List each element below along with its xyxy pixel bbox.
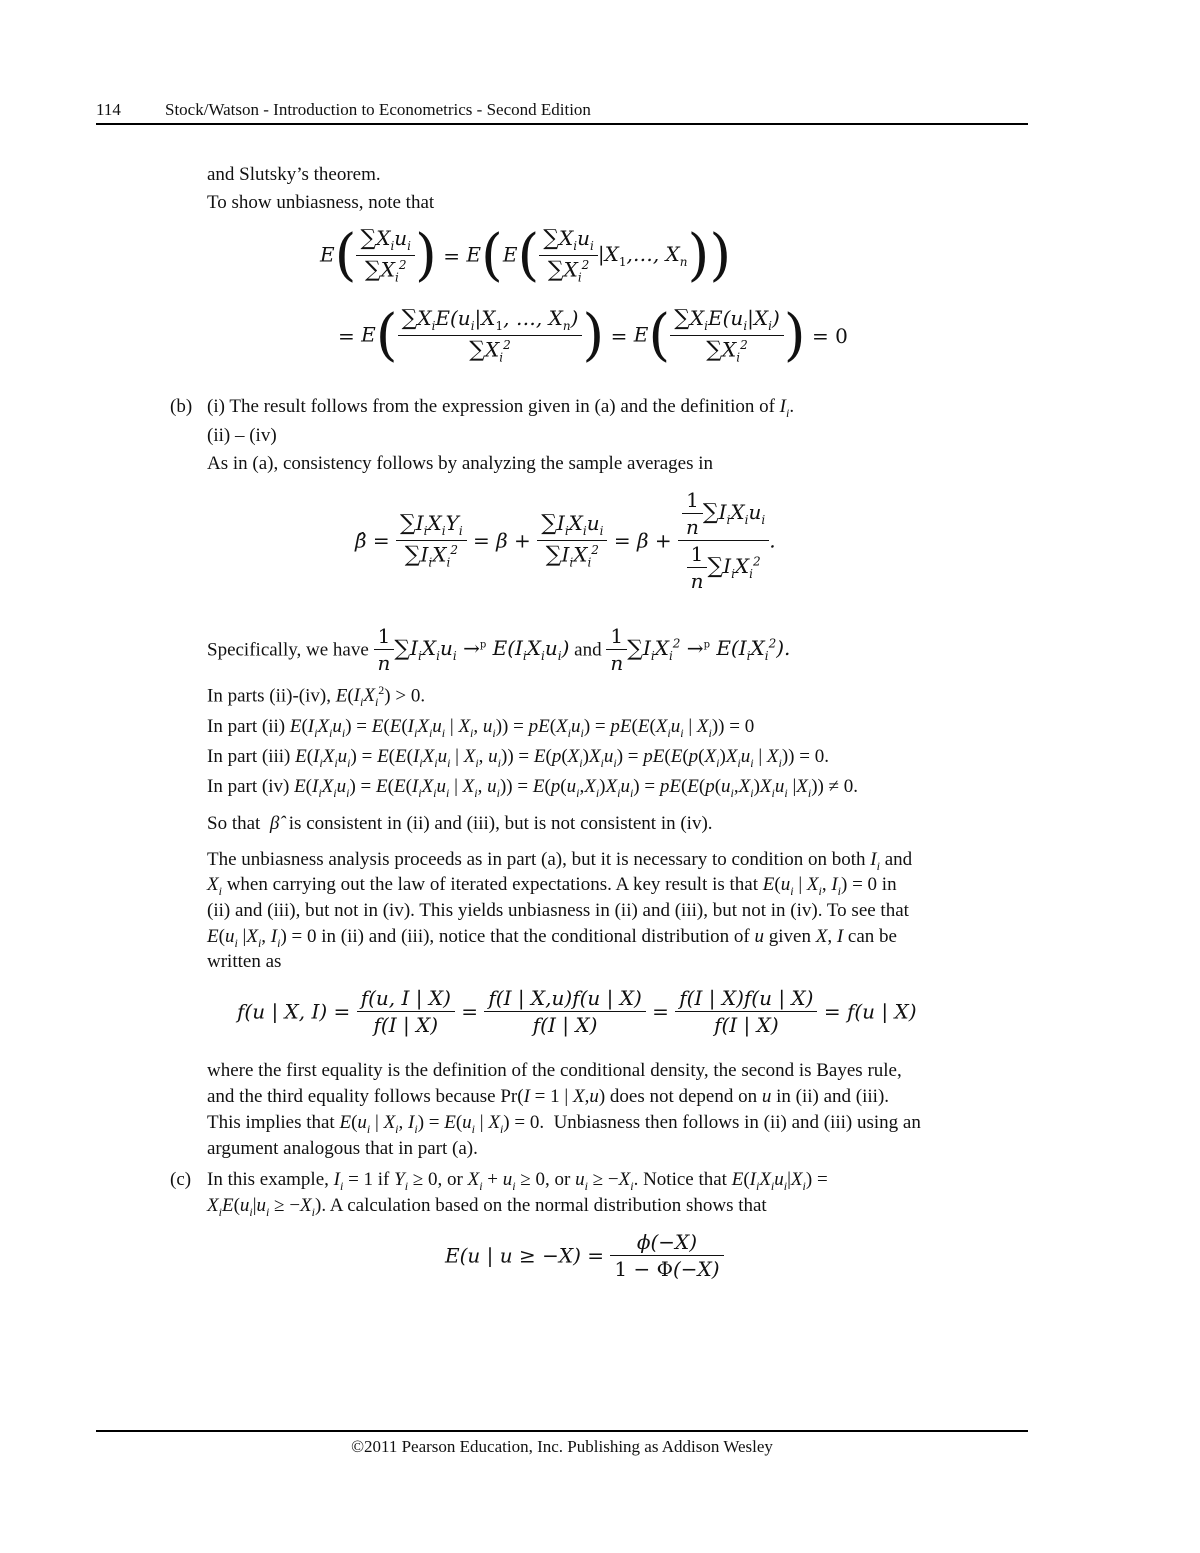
text-where-2: and the third equality follows because Pr(I = 1 | X,u) does not depend on u in (ii) and (iii). — [207, 1086, 890, 1107]
label-c: (c) — [170, 1169, 192, 1190]
text-b-ii-iv: (ii) – (iv) — [207, 425, 277, 446]
text-para-2: $X_i$ when carrying out the law of iterated expectations. A key result is that $E(u_i$ | $X_i$, $I_i) = 0$ in — [207, 874, 897, 898]
text-part-ii-label: In part (ii) — [207, 716, 286, 737]
text-c-2: $X_iE(u_i|u_i \ge -X_i)$. A calculation based on the normal distribution shows that — [207, 1195, 767, 1219]
text-p4c: can be — [847, 926, 897, 947]
equation-conditional-density: f(u | X, I) = $\frac{f(u, I | X)}{f(I | X)}$ = $\frac{f(I | X,u)f(u | X)}{f(I | X)}$ = $\frac{f(I | X)f(u | X)}{f(I | X)}$ = f(u | X) — [237, 986, 917, 1037]
text-c-1: In this example, $I_i = 1$ if $Y_i \ge 0$, or $X_i + u_i \ge 0$, or $u_i \ge -X_i$. Notice that $E(I_iX_iu_i|X_i)$ = — [207, 1169, 828, 1193]
text-p4: in (ii) and (iii), notice that the conditional distribution of — [321, 926, 750, 947]
text-part-iii: In part (iii) $E(I_iX_iu_i) = E(E(I_iX_iu_i$ | $X_i$, $u_i)) = E(p(X_i)X_iu_i) = pE(E(p(X_i)X_iu_i$ | $X_i)) = 0$. — [207, 746, 829, 770]
header-rule — [96, 123, 1028, 125]
text-c2: A calculation based on the normal distribution shows that — [329, 1195, 767, 1216]
text-para-4: $E(u_i$ $|X_i$, $I_i) = 0$ in (ii) and (iii), notice that the conditional distribution of u given X, I can be — [207, 926, 897, 950]
page-number: 114 — [96, 100, 121, 119]
text-p2b: in — [881, 874, 897, 895]
symbol-I: I — [779, 396, 786, 417]
text-para-3: (ii) and (iii), but not in (iv). This yields unbiasness in (ii) and (iii), but not in (iv). To see that — [207, 900, 909, 921]
text-where-4: argument analogous that in part (a). — [207, 1138, 478, 1159]
text-c1b: Notice that — [643, 1169, 727, 1190]
symbol-sub-i: i — [786, 405, 790, 420]
text-b-i: (i) The result follows from the expression given in (a) and the definition of $I_i$. — [207, 396, 795, 420]
text-w3b: Unbiasness then follows in (ii) and (iii) using an — [553, 1112, 921, 1133]
text-p4b: given — [768, 926, 811, 947]
text-part-iii-label: In part (iii) — [207, 746, 291, 767]
text-w3: This implies that — [207, 1112, 335, 1133]
text-b-i-body: (i) The result follows from the expression given in (a) and the definition of — [207, 396, 780, 417]
equation-beta-hat: β̂ = $\frac{\sum I_iX_iY_i}{\sum I_iX_i^2}$ = β + $\frac{\sum I_iX_iu_i}{\sum I_iX_i^2}$ = β + $\frac{1}{n}$ $\sum I_iX_iu_i$ $\frac{1}{n}$ $\sum I_iX_i^2$ . — [355, 488, 776, 593]
text-where-1: where the first equality is the definition of the conditional density, the second is Bayes rule, — [207, 1060, 902, 1081]
text-show-unbiasness: To show unbiasness, note that — [207, 192, 435, 213]
text-w2b: does not depend on — [609, 1086, 758, 1107]
text-so-that-rest: is consistent in (ii) and (iii), but is not consistent in (iv). — [288, 813, 713, 834]
text-so-that-lead: So that — [207, 813, 261, 834]
equation-truncated-mean: E(u | u ≥ −X) = $\frac{\phi(-X)}{1 - \Phi(-X)}$ — [445, 1232, 724, 1279]
text-part-iv: In part (iv) $E(I_iX_iu_i) = E(E(I_iX_iu_i$ | $X_i$, $u_i)) = E(p(u_i,X_i)X_iu_i) = pE(E(p(u_i,X_i)X_iu_i$ $|X_i)) \ne 0$. — [207, 776, 859, 800]
text-para-5: written as — [207, 951, 282, 972]
text-so-that: So that β̂ is consistent in (ii) and (iii), but is not consistent in (iv). — [207, 813, 713, 834]
text-where-3: This implies that $E(u_i$ | $X_i$, $I_i) = E(u_i$ | $X_i) = 0$. Unbiasness then follows in (ii) and (iii) using an — [207, 1112, 921, 1136]
text-part-iv-label: In part (iv) — [207, 776, 290, 797]
text-parts-intro: In parts (ii)-(iv), — [207, 685, 331, 707]
text-specifically: Specifically, we have $\frac{1}{n}$ $\sum I_iX_iu_i \to^p$ $E(I_iX_iu_i)$ and $\frac{1}{n}$ $\sum I_iX_i^2 \to^p$ $E(I_iX_i^2)$. — [207, 624, 791, 675]
text-and: and — [574, 639, 602, 661]
footer-copyright: ©2011 Pearson Education, Inc. Publishing as Addison Wesley — [351, 1437, 773, 1456]
text-c1: In this example, — [207, 1169, 329, 1190]
text-p1: The unbiasness analysis proceeds as in part (a), but it is necessary to condition on both — [207, 849, 866, 870]
footer-rule — [96, 1430, 1028, 1432]
label-b: (b) — [170, 396, 193, 417]
text-b-as-in-a: As in (a), consistency follows by analyzing the sample averages in — [207, 453, 713, 474]
text-para-1: The unbiasness analysis proceeds as in part (a), but it is necessary to condition on both $I_i$ and — [207, 849, 913, 873]
text-w2c: in (ii) and (iii). — [776, 1086, 890, 1107]
text-p2: when carrying out the law of iterated expectations. A key result is that — [226, 874, 759, 895]
running-title: Stock/Watson - Introduction to Econometrics - Second Edition — [165, 100, 591, 119]
text-w2: and the third equality follows because — [207, 1086, 496, 1107]
text-slutsky: and Slutsky’s theorem. — [207, 164, 381, 185]
text-parts-ii-iv: In parts (ii)-(iv), $E(I_iX_i^2) > 0$. — [207, 683, 426, 710]
text-spec-lead: Specifically, we have — [207, 639, 369, 661]
equation-unbiasedness-line2: = E( $\frac{\sum X_iE(u_i|X_1, \dots, X_n)}{\sum X_i^2}$ ) = E( $\frac{\sum X_iE(u_i|X_i)}{\sum X_i^2}$ ) = 0 — [338, 303, 848, 368]
text-part-ii: In part (ii) $E(I_iX_iu_i) = E(E(I_iX_iu_i$ | $X_i$, $u_i)) = pE(X_iu_i) = pE(E(X_iu_i$ | $X_i)) = 0$ — [207, 716, 755, 740]
equation-unbiasedness-line1: E( $\frac{\sum X_iu_i}{\sum X_i^2}$ ) = E(E( $\frac{\sum X_iu_i}{\sum X_i^2}$ $|X_1,\dots$, $X_n$)) — [320, 223, 732, 288]
